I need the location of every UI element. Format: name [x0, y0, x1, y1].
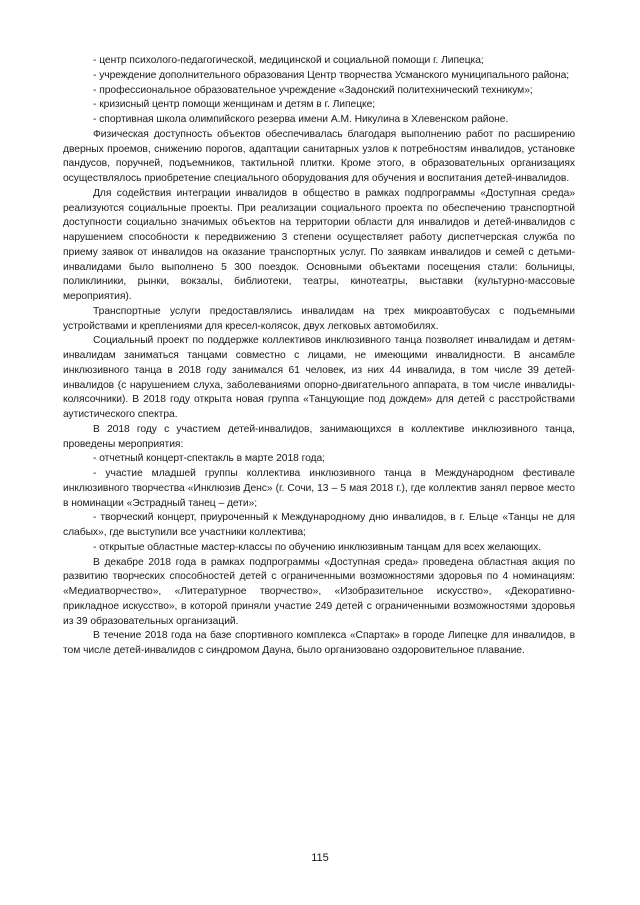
paragraph-december-campaign: В декабре 2018 года в рамках подпрограммы «Доступная среда» проведена областная акция по развитию творческих способностей детей с ограниченными возможностями здоровья по 4 номинациям: «Медиатворчество», «Литературное творчество», «Изобразительное искусство», «Декоративно-прикладное искусство», в которой приняли участие 249 детей с ограниченными возможностями здоровья из 39 образовательных организаций.	[63, 556, 575, 627]
list-item-crisis-center: - кризисный центр помощи женщинам и детям в г. Липецке;	[93, 99, 376, 111]
list-item-creativity-center: - учреждение дополнительного образования Центр творчества Усманского муниципального района;	[93, 69, 570, 81]
list-item-creative-concert: - творческий концерт, приуроченный к Международному дню инвалидов, в г. Ельце «Танцы не для слабых», где выступили все участники коллектива;	[63, 512, 575, 538]
list-item-master-classes: - открытые областные мастер-классы по обучению инклюзивным танцам для всех желающих.	[93, 541, 542, 553]
page-number: 115	[311, 852, 329, 864]
list-item-sports-school: - спортивная школа олимпийского резерва имени А.М. Никулина в Хлевенском районе.	[93, 114, 509, 125]
list-item-polytechnic: - профессиональное образовательное учреждение «Задонский политехнический техникум»;	[93, 84, 533, 96]
paragraph-events-intro: В 2018 году с участием детей-инвалидов, занимающихся в коллективе инклюзивного танца, проведены мероприятия:	[63, 423, 575, 450]
list-item-festival: - участие младшей группы коллектива инклюзивного танца в Международном фестивале инклюзивного творчества «Инклюзив Денс» (г. Сочи, 13 – 5 мая 2018 г.), где коллектив занял первое место в номинации «Эстрадный танец – дети»;	[63, 468, 575, 509]
list-item-psych-center: - центр психолого-педагогической, медицинской и социальной помощи г. Липецка;	[93, 55, 484, 66]
paragraph-social-projects: Для содействия интеграции инвалидов в общество в рамках подпрограммы «Доступная среда» реализуются социальные проекты. При реализации социального проекта по обеспечению транспортной доступности социально значимых объектов на территории области для инвалидов и детей-инвалидов с нарушением способности к передвижению 3 степени осуществляет работу диспетчерская служба по приему заявок от инвалидов на оказание транспортных услуг. По заявкам инвалидов и семей с детьми-инвалидами было выполнено 5 300 поездок. Основными объектами посещения стали: больницы, поликлиники, рынки, вокзалы, библиотеки, театры, кинотеатры, выставки (культурно-массовые мероприятия).	[63, 187, 575, 302]
paragraph-transport-services: Транспортные услуги предоставлялись инвалидам на трех микроавтобусах с подъемными устройствами и креплениями для кресел-колясок, двух легковых автомобилях.	[63, 305, 575, 332]
document-body	[63, 54, 575, 659]
paragraph-physical-accessibility: Физическая доступность объектов обеспечивалась благодаря выполнению работ по расширению дверных проемов, снижению порогов, адаптации санитарных узлов к потребностям инвалидов, установке пандусов, поручней, подъемников, тактильной плитки. Кроме этого, в образовательных организациях осуществлялось приобретение специального оборудования для обучения и воспитания детей-инвалидов.	[63, 128, 575, 184]
list-item-concert: - отчетный концерт-спектакль в марте 2018 года;	[93, 453, 325, 465]
paragraph-swimming: В течение 2018 года на базе спортивного комплекса «Спартак» в городе Липецке для инвалидов, в том числе детей-инвалидов с синдромом Дауна, было организовано оздоровительное плавание.	[63, 630, 575, 656]
paragraph-inclusive-dance: Социальный проект по поддержке коллективов инклюзивного танца позволяет инвалидам и детям-инвалидам заниматься танцами совместно с лицами, не имеющими инвалидности. В ансамбле инклюзивного танца в 2018 году занимался 61 человек, из них 44 инвалида, в том числе 39 детей-инвалидов (с нарушением слуха, заболеваниями опорно-двигательного аппарата, в том числе инвалиды-колясочники). В 2018 году открыта новая группа «Танцующие под дождем» для детей с расстройствами аутистического спектра.	[63, 335, 575, 420]
